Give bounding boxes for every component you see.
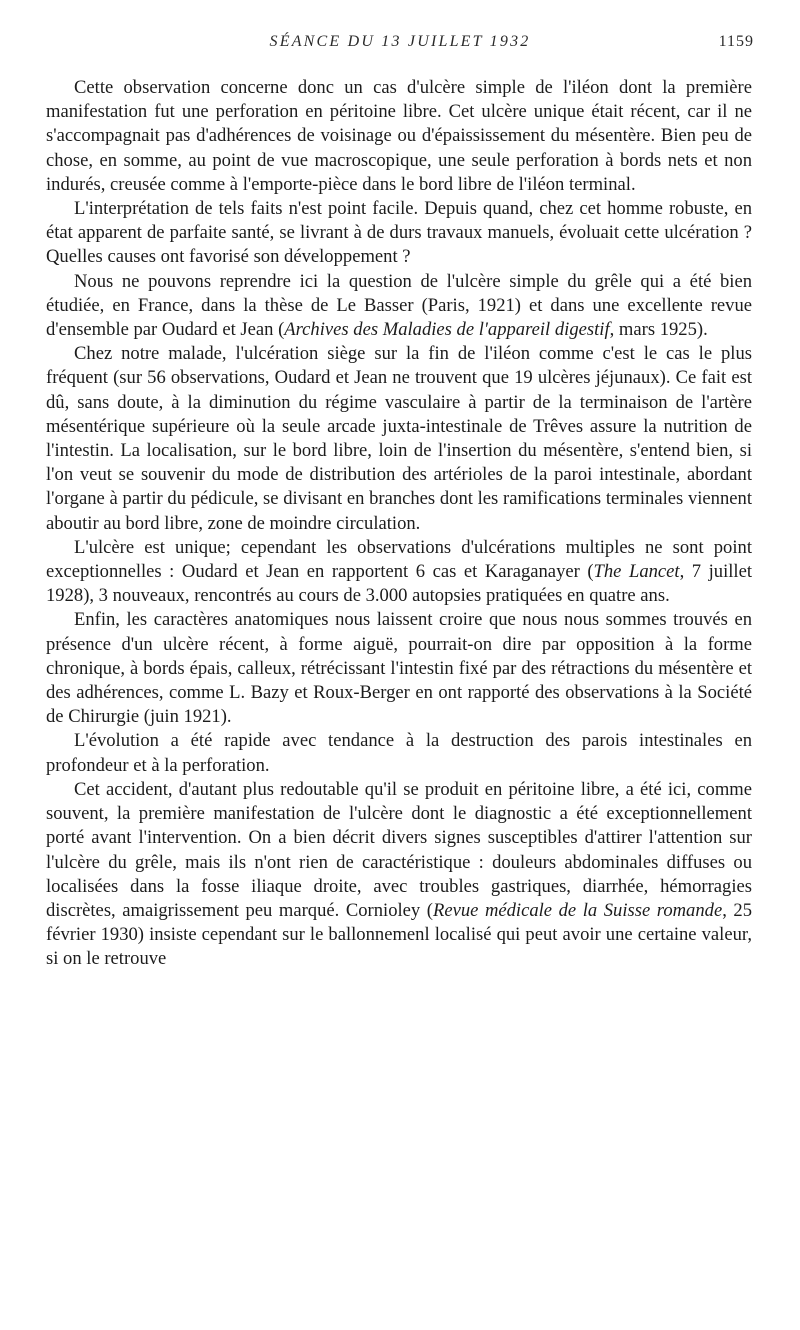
paragraph-text: Enfin, les caractères anatomiques nous laissent croire que nous nous sommes trouvés en présence d'un ulcère récent, à forme aiguë, pourrait-on dire par opposition à la forme chronique, à bords épais, calleux, rétrécissant l'intestin fixé par des rétractions du mésentère et des adhérences, comme L. Bazy et Roux-Berger en ont rapporté des observations à la Société de Chirurgie (juin 1921). xyxy=(46,609,752,728)
paragraph-text: , 25 février 1930) insiste cependant sur le ballonnemenl localisé qui peut avoir une certaine valeur, si on le retrouve xyxy=(46,899,752,970)
paragraph-3 xyxy=(46,270,752,343)
body-text xyxy=(46,76,752,972)
paragraph-4 xyxy=(46,342,752,536)
journal-citation-lancet: The Lancet xyxy=(593,561,680,583)
paragraph-text: L'interprétation de tels faits n'est point facile. Depuis quand, chez cet homme robuste, en état apparent de parfaite santé, se livrant à de durs travaux manuels, évoluait cette ulcération ? Quelles causes ont favorisé son développement ? xyxy=(46,198,752,268)
paragraph-8 xyxy=(46,778,752,972)
paragraph-text: , mars 1925). xyxy=(609,319,708,341)
paragraph-text: Cette observation concerne donc un cas d'ulcère simple de l'iléon dont la première manifestation fut une perforation en péritoine libre. Cet ulcère unique était récent, car il ne s'accompagnait pas d'adhérences de voisinage ou d'épaississement du mésentère. Bien peu de chose, en somme, au point de vue macroscopique, une seule perforation à bords nets et non indurés, creusée comme à l'emporte-pièce dans le bord libre de l'iléon terminal. xyxy=(46,77,752,195)
paragraph-5 xyxy=(46,536,752,609)
paragraph-text: L'ulcère est unique; cependant les observations d'ulcérations multiples ne sont point exceptionnelles : Oudard et Jean en rapportent 6 cas et Karaganayer ( xyxy=(46,536,752,583)
paragraph-6 xyxy=(46,608,752,729)
running-head xyxy=(46,33,754,57)
paragraph-7 xyxy=(46,729,752,777)
running-title: SÉANCE DU 13 JUILLET 1932 xyxy=(269,33,531,50)
paragraph-text: Nous ne pouvons reprendre ici la question de l'ulcère simple du grêle qui a été bien étudiée, en France, dans la thèse de Le Basser (Paris, 1921) et dans une excellente revue d'ensemble par Oudard et Jean ( xyxy=(46,270,752,341)
paragraph-1 xyxy=(46,76,752,197)
paragraph-text: , 7 juillet 1928), 3 nouveaux, rencontrés au cours de 3.000 autopsies pratiquées en quatre ans. xyxy=(46,561,752,607)
journal-citation-revue: Revue médicale de la Suisse romande xyxy=(432,899,723,921)
journal-citation-archives: Archives des Maladies de l'appareil digestif xyxy=(284,319,610,341)
paragraph-text: L'évolution a été rapide avec tendance à la destruction des parois intestinales en profondeur et à la perforation. xyxy=(46,730,752,776)
paragraph-text: Chez notre malade, l'ulcération siège sur la fin de l'iléon comme c'est le cas le plus fréquent (sur 56 observations, Oudard et Jean ne trouvent que 19 ulcères jéjunaux). Ce fait est dû, sans doute, à la diminution du régime vasculaire à partir de la terminaison de l'artère mésentérique supérieure où la seule arcade juxta-intestinale de Trêves assure la nutrition de l'intestin. La localisation, sur le bord libre, loin de l'insertion du mésentère, s'entend bien, si l'on veut se souvenir du mode de distribution des artérioles de la paroi intestinale, abordant l'organe à partir du pédicule, se divisant en branches dont les ramifications terminales viennent aboutir au bord libre, zone de moindre circulation. xyxy=(46,343,752,534)
page-number: 1159 xyxy=(718,33,754,50)
paragraph-text: Cet accident, d'autant plus redoutable qu'il se produit en péritoine libre, a été ici, comme souvent, la première manifestation de l'ulcère dont le diagnostic a été exceptionnellement porté avant l'intervention. On a bien décrit divers signes susceptibles d'attirer l'attention sur l'ulcère du grêle, mais ils n'ont rien de caractéristique : douleurs abdominales diffuses ou localisées dans la fosse iliaque droite, avec troubles gastriques, diarrhée, hémorragies discrètes, amaigrissement peu marqué. Cornioley ( xyxy=(46,778,752,921)
paragraph-2 xyxy=(46,197,752,270)
